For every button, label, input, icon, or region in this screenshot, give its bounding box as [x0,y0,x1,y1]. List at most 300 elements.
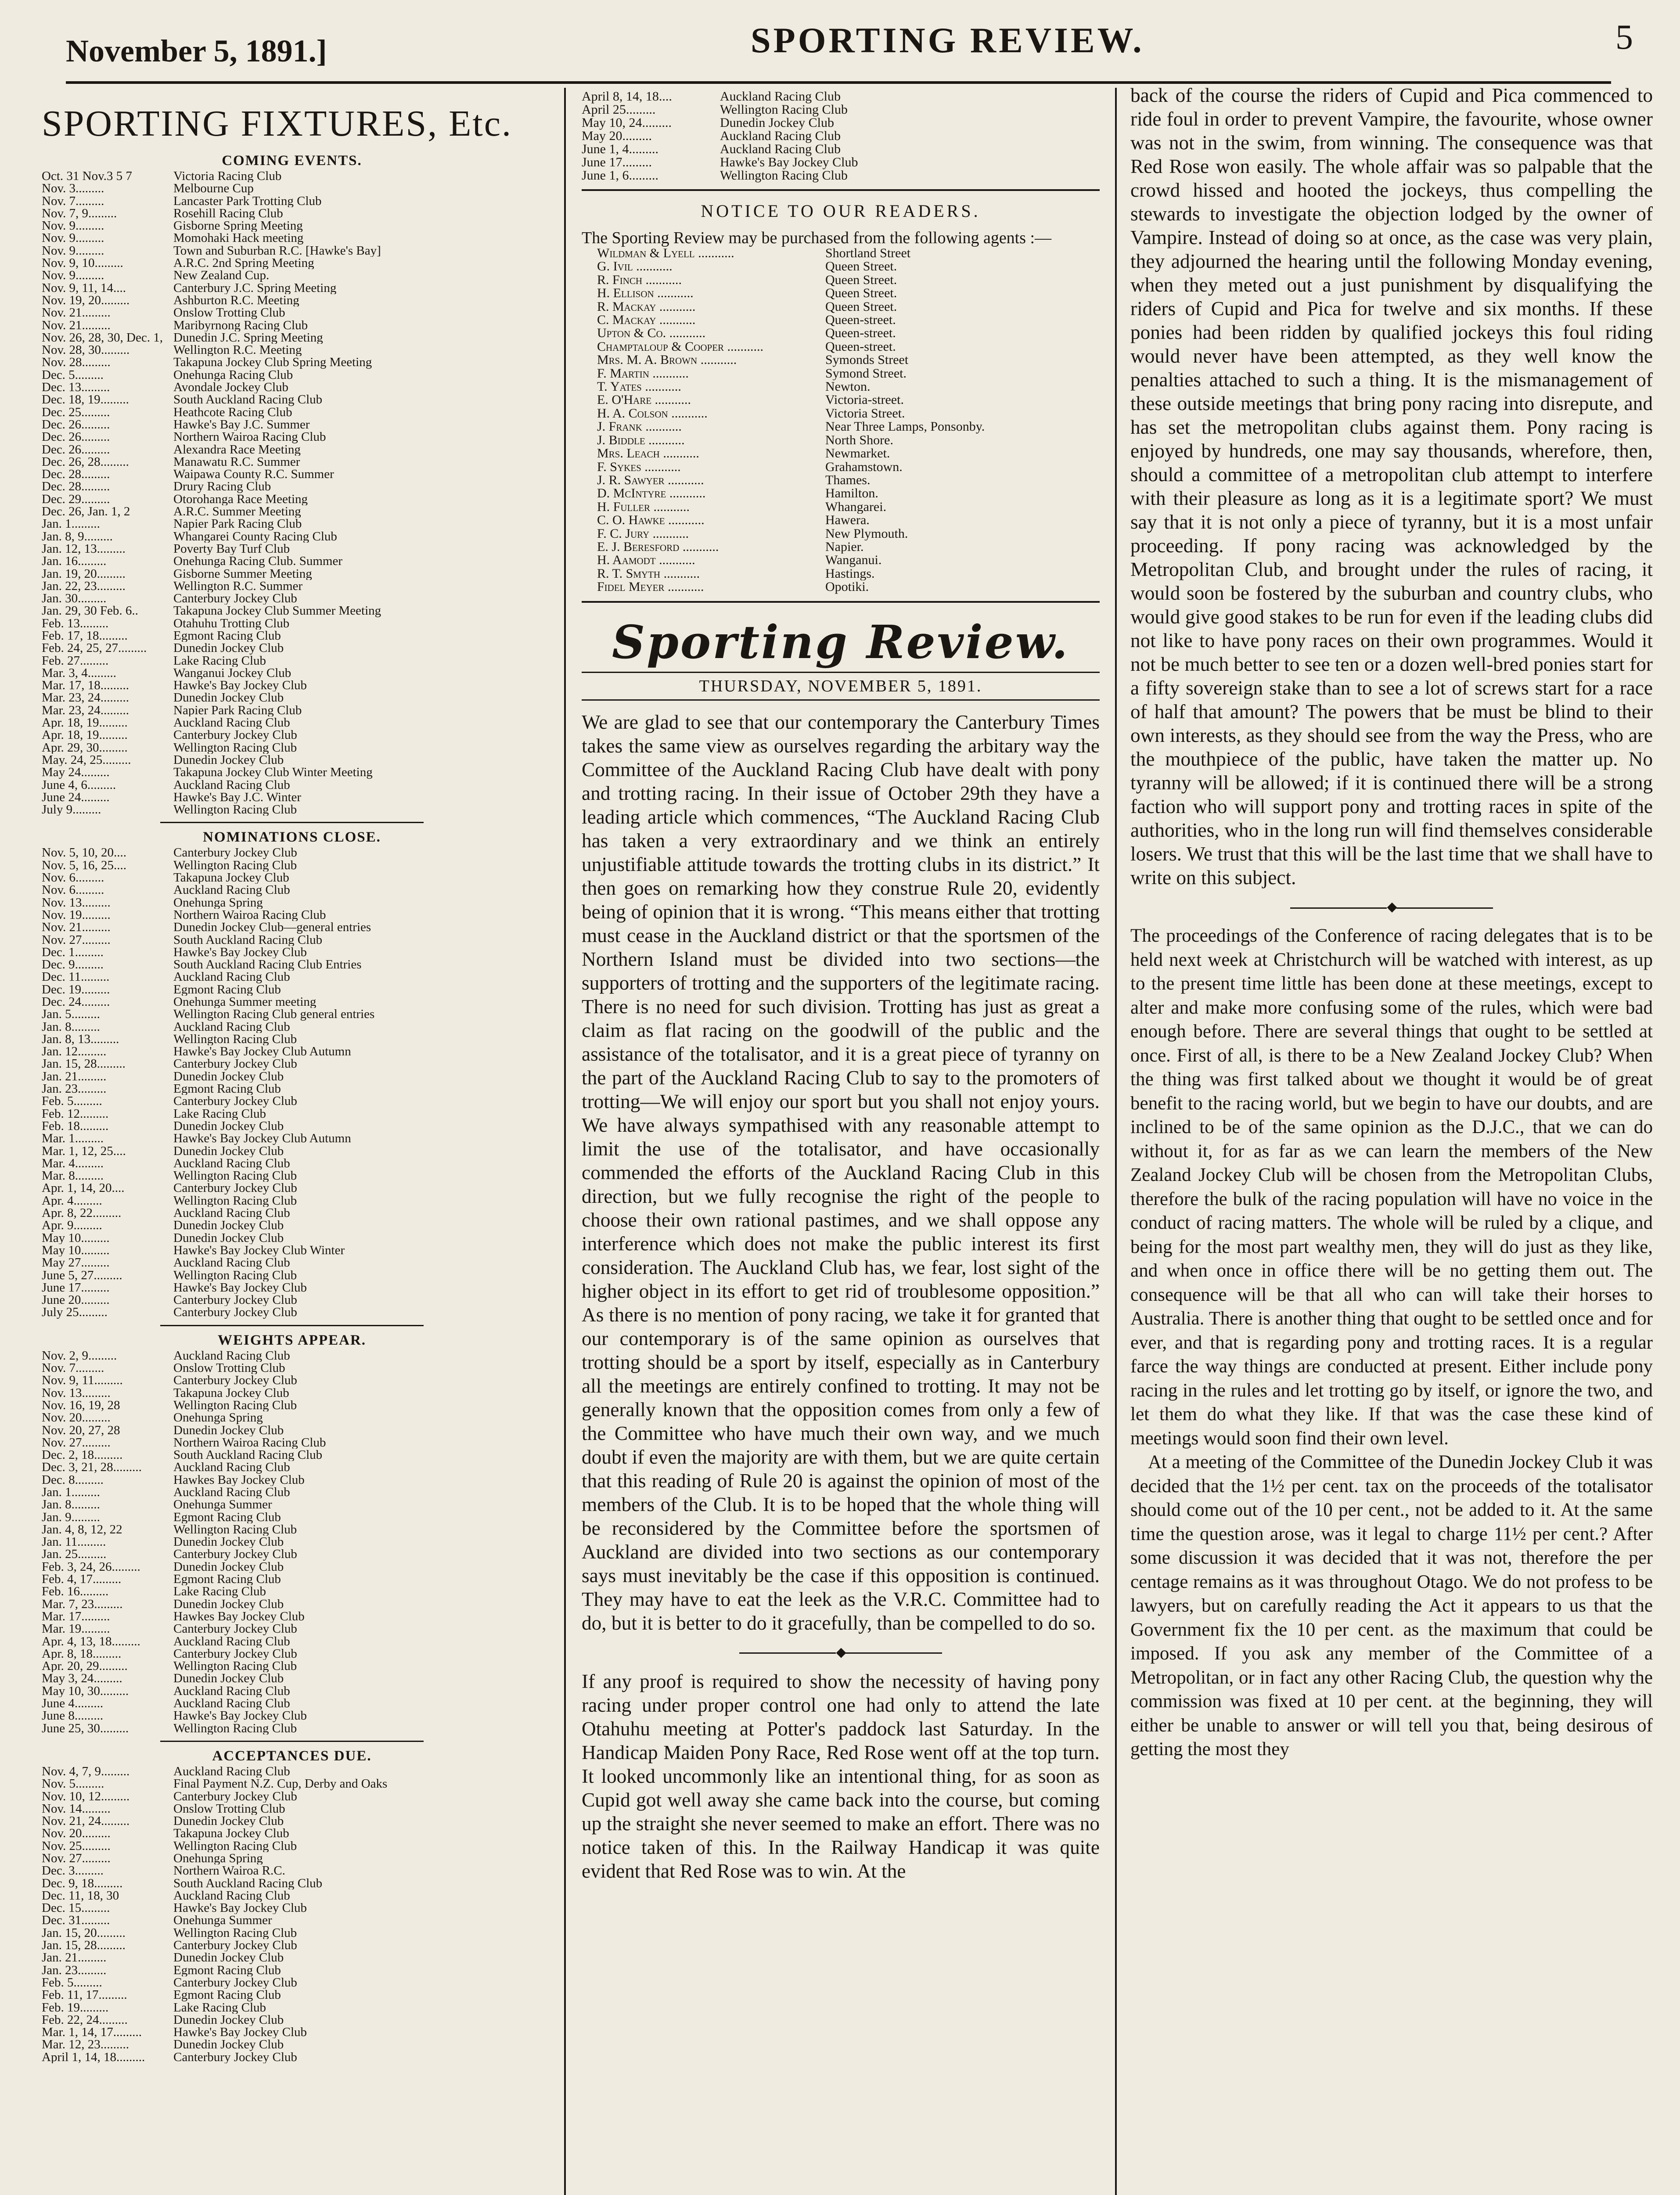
fixture-row [42,1840,542,1852]
fixture-date: Feb. 5......... [42,1095,102,1108]
fixture-date: June 5, 27......... [42,1269,122,1281]
fixture-row [42,667,542,679]
section-rule [160,1325,424,1326]
fixture-row [42,2051,542,2063]
fixture-date: Dec. 8......... [42,1473,104,1486]
fixture-club: Canterbury Jockey Club [173,2051,297,2064]
fixture-club: Canterbury Jockey Club [173,1647,297,1660]
agent-name: J. Frank ........... [597,420,682,434]
fixture-row [42,443,542,456]
fixture-club: Gisborne Spring Meeting [173,220,303,232]
fixture-date: Dec. 26......... [42,443,110,456]
fixture-date: Feb. 13......... [42,617,109,630]
fixture-row [42,1045,542,1058]
fixture-club: Hawkes Bay Jockey Club [173,1610,305,1623]
fixture-row [42,704,542,716]
agent-location: Shortland Street [825,247,911,260]
fixture-row [42,344,542,356]
fixture-club: Dunedin Jockey Club [173,1536,284,1548]
fixture-row [42,1399,542,1411]
fixture-date: Dec. 2, 18......... [42,1449,123,1461]
fixture-row [582,169,1100,182]
fixture-date: Nov. 9......... [42,269,104,282]
fixture-row [42,1219,542,1231]
fixture-club: Dunedin J.C. Spring Meeting [173,331,323,344]
fixture-row [582,116,1100,130]
fixture-row [42,934,542,946]
agent-name: D. McIntyre ........... [597,487,706,500]
fixture-row [42,859,542,871]
fixture-club: Wellington Racing Club [173,1269,297,1281]
fixture-date: Apr. 8, 22......... [42,1207,122,1220]
fixture-date: Dec. 26, Jan. 1, 2 [42,505,130,518]
acceptances-continued [582,90,1100,182]
agent-location: Hawera. [825,514,870,527]
fixture-row [42,568,542,580]
agent-name: Wildman & Lyell ........... [597,247,734,260]
fixture-row [42,679,542,691]
fixture-date: Jan. 16......... [42,555,107,568]
agents-list [582,247,1100,594]
fixture-club: Dunedin Jockey Club [173,2038,284,2051]
fixture-row [42,1232,542,1244]
fixture-row [42,431,542,443]
fixture-club: Hawke's Bay Jockey Club [173,679,307,692]
fixture-date: Feb. 11, 17......... [42,1989,127,2001]
fixture-date: Nov. 28......... [42,356,111,369]
fixture-row [42,1951,542,1964]
fixture-row [42,1635,542,1648]
fixture-row [42,1852,542,1864]
fixture-club: Hawke's Bay Jockey Club Autumn [173,1045,351,1058]
fixture-row [42,1765,542,1778]
fixture-row [42,1511,542,1523]
fixture-club: Napier Park Racing Club [173,518,302,530]
agent-name: F. Sykes ........... [597,460,681,474]
fixture-row [42,871,542,884]
agent-name: H. A. Colson ........... [597,407,708,421]
fixture-club: Avondale Jockey Club [173,381,289,394]
fixture-row [42,2038,542,2051]
fixture-date: Dec. 11......... [42,971,110,983]
fixture-date: Oct. 31 Nov.3 5 7 [42,170,132,183]
fixture-row [42,195,542,207]
fixture-row [42,1145,542,1157]
fixture-club: Takapuna Jockey Club Summer Meeting [173,605,381,617]
fixture-club: Hawke's Bay J.C. Summer [173,418,310,431]
agent-location: Victoria-street. [825,393,904,407]
fixture-date: June 1, 4......... [582,142,658,156]
agent-row [582,380,1100,393]
agent-row [582,580,1100,594]
fixture-row [42,2001,542,2014]
fixture-row [42,909,542,921]
fixture-club: Canterbury Jockey Club [173,1182,297,1195]
fixture-row [42,1244,542,1256]
fixture-club: Canterbury Jockey Club [173,729,297,741]
fixture-date: June 4......... [42,1697,104,1710]
fixture-club: Dunedin Jockey Club [173,1815,284,1828]
agent-location: Queen Street. [825,300,897,314]
fixture-club: Wellington Racing Club general entries [173,1008,375,1021]
fixture-row [42,896,542,909]
fixture-row [42,331,542,344]
fixture-row [42,1008,542,1020]
fixture-club: Lake Racing Club [173,654,266,667]
agent-name: E. J. Beresford ........... [597,540,719,554]
fixture-row [42,716,542,729]
fixture-date: May 10, 30......... [42,1684,129,1698]
fixture-date: May 24......... [42,766,110,779]
fixture-row [42,1374,542,1386]
fixture-club: Waipawa County R.C. Summer [173,468,334,481]
fixture-row [42,381,542,393]
fixture-club: Wanganui Jockey Club [173,666,291,680]
fixture-row [42,1623,542,1635]
agent-name: G. Ivil ........... [597,260,673,273]
fixture-row [42,1387,542,1399]
fixture-row [42,1939,542,1951]
fixture-date: Nov. 21......... [42,306,111,319]
fixture-club: Canterbury Jockey Club [173,592,297,605]
fixture-row [42,294,542,306]
fixture-date: Jan. 25......... [42,1548,107,1561]
fixture-club: Lancaster Park Trotting Club [173,194,322,207]
fixture-row [42,921,542,933]
fixture-date: May 10......... [42,1244,110,1257]
fixture-row [42,1697,542,1709]
fixture-date: Mar. 3, 4......... [42,666,116,680]
fixture-club: Onehunga Summer [173,1914,272,1927]
fixture-date: Nov. 28, 30......... [42,344,130,356]
fixture-club: Northern Wairoa Racing Club [173,1436,326,1449]
fixture-date: May 3, 24......... [42,1672,122,1685]
fixture-club: Wellington Racing Club [173,741,297,754]
fixture-row [42,1648,542,1660]
fixture-date: Dec. 3......... [42,1864,104,1877]
fixture-row [42,530,542,543]
fixture-row [42,1281,542,1294]
fixture-date: Nov. 14......... [42,1802,111,1815]
fixture-date: Nov. 20......... [42,1827,111,1840]
agent-location: Newton. [825,380,871,394]
fixture-row [42,983,542,996]
agent-location: Hamilton. [825,487,878,500]
fixture-club: Auckland Racing Club [720,129,841,143]
fixture-row [42,1964,542,1976]
fixture-club: Canterbury Jockey Club [173,1306,297,1319]
fixture-club: Dunedin Jockey Club [173,642,284,655]
fixture-club: A.R.C. 2nd Spring Meeting [173,257,314,270]
fixture-club: Dunedin Jockey Club—general entries [173,921,371,934]
fixture-club: Wellington Racing Club [173,1839,297,1852]
fixture-club: Hawke's Bay Jockey Club [173,1709,307,1722]
fixture-club: South Auckland Racing Club [173,933,323,946]
fixture-date: Nov. 27......... [42,1436,111,1449]
fixture-date: May 10......... [42,1231,110,1244]
fixture-club: Auckland Racing Club [720,90,841,104]
fixture-date: Dec. 5......... [42,368,104,381]
fixture-club: Auckland Racing Club [173,1256,290,1269]
fixture-date: June 4, 6......... [42,778,116,791]
fixture-date: Apr. 18, 19......... [42,716,128,729]
fixture-row [42,393,542,406]
fixture-row [42,1306,542,1318]
page-header [66,9,1633,75]
fixture-row [42,1927,542,1939]
agent-row [582,554,1100,567]
agent-name: J. Biddle ........... [597,433,685,447]
fixture-date: Mar. 17......... [42,1610,110,1623]
fixture-date: July 25......... [42,1306,108,1319]
fixture-date: April 8, 14, 18.... [582,90,672,104]
article-canterbury-times: We are glad to see that our contemporary the Canterbury Times takes the same view as ourselves regarding the arbitary way the Committee of the Auckland Racing Club have dealt with pony and trotting racing. In their issue of October 29th they have a leading article which commences, “The Auckland Racing Club has taken a very extraordinary and we think an entirely unjustifiable attitude towards the trotting clubs in its district.” It then goes on remarking how they construe Rule 20, evidently being of opinion that it is wrong. “This means either that trotting must cease in the Auckland district or that the sportsmen of the Northern Island must be divided into two sections—the supporters of trotting and the supporters of the legitimate racing. There is no need for such division. Trotting has just as great a claim as flat racing on the goodwill of the public and the assistance of the totalisator, and it is a great piece of tyranny on the part of the Auckland Racing Club to say to the promoters of trotting—We will enjoy our sport but you shall not enjoy yours. We have always sympathised with any reasonable attempt to limit the use of the totalisator, and have occasionally commended the efforts of the Auckland Racing Club in this direction, but we fully recognise the right of the people to choose their own rational pastimes, and we shall oppose any interference which does not make the public interest its first consideration. The Auckland Club has, we fear, lost sight of the higher object in its effort to get rid of troublesome opposition.” As there is no mention of pony racing, we take it for granted that our contemporary is of the same opinion as ourselves that trotting should be a sport by itself, especially as in Canterbury all the meetings are entirely confined to trotting. It may not be generally known that the opposition comes from only a few of the Committee who have much their own way, and we much doubt if even the majority are with them, but we are quite certain that this reading of Rule 20 is against the opinion of most of the members of the Club. It is to be hoped that the whole thing will be reconsidered by the Committee before the sportsmen of Auckland are divided into two sections as our contemporary says must inevitably be the case if this opposition is continued. They may have to eat the leek as the V.R.C. Committee had to do, but it is better to do it gracefully, than be compelled to do so. [582,711,1100,1634]
fixture-club: Maribyrnong Racing Club [173,319,308,331]
fixture-club: Auckland Racing Club [720,142,841,156]
fixture-row [42,884,542,896]
fixture-club: Takapuna Jockey Club [173,871,289,884]
fixture-date: Nov. 5, 16, 25.... [42,859,127,872]
fixture-row [42,1827,542,1839]
middle-column [582,90,1100,2195]
fixture-club: Auckland Racing Club [173,1635,290,1648]
fixture-date: Dec. 24......... [42,996,110,1008]
fixture-row [582,90,1100,103]
section-rule [582,189,1100,191]
fixture-club: Onehunga Summer [173,1498,272,1511]
fixture-date: Nov. 5, 10, 20.... [42,846,127,859]
fixture-row [42,207,542,220]
fixture-date: Apr. 4, 13, 18......... [42,1635,140,1648]
fixture-club: Dunedin Jockey Club [173,1231,284,1244]
notice-heading: NOTICE TO OUR READERS. [701,201,981,221]
fixture-club: New Zealand Cup. [173,269,270,282]
fixture-date: May. 24, 25......... [42,753,131,766]
fixture-row [42,729,542,741]
fixture-date: Dec. 28......... [42,480,110,493]
fixture-date: May 10, 24......... [582,115,672,130]
fixture-club: Wellington Racing Club [173,1926,297,1940]
agent-name: Upton & Co. ........... [597,327,706,340]
fixture-club: Dunedin Jockey Club [173,1598,284,1610]
fixture-club: Napier Park Racing Club [173,704,302,717]
fixture-date: Nov. 2, 9......... [42,1349,117,1362]
fixture-date: Mar. 1......... [42,1132,104,1145]
fixture-club: South Auckland Racing Club [173,1877,323,1889]
fixture-date: Apr. 20, 29......... [42,1660,128,1673]
fixture-club: Dunedin Jockey Club [173,1672,284,1685]
fixture-row [42,518,542,530]
fixture-club: Canterbury Jockey Club [173,1548,297,1561]
fixture-club: Egmont Racing Club [173,983,281,996]
fixture-club: Onslow Trotting Club [173,1362,285,1375]
fixture-row [42,1815,542,1827]
agent-name: H. Ellison ........... [597,287,694,300]
fixture-date: Jan. 9......... [42,1511,100,1523]
fixture-club: Canterbury Jockey Club [173,1374,297,1387]
fixture-club: Canterbury Jockey Club [173,1939,297,1952]
fixture-date: Feb. 4, 17......... [42,1573,122,1586]
fixture-club: Wellington Racing Club [173,859,297,872]
fixture-row [42,493,542,505]
fixture-row [42,1424,542,1436]
agent-row [582,567,1100,580]
fixture-section-title: COMING EVENTS. [222,153,362,169]
agent-row [582,540,1100,554]
fixture-club: Egmont Racing Club [173,1573,281,1586]
fixture-row [42,1672,542,1684]
fixture-club: Auckland Racing Club [173,778,290,791]
fixture-club: Canterbury Jockey Club [173,1976,297,1989]
fixture-row [42,543,542,555]
fixture-club: Otahuhu Trotting Club [173,617,290,630]
fixture-date: Dec. 1......... [42,946,104,959]
fixture-date: Dec. 3, 21, 28......... [42,1461,142,1474]
section-rule [160,1741,424,1742]
fixture-date: Nov. 9......... [42,244,104,257]
fixture-club: Onehunga Spring [173,896,263,909]
fixture-date: Nov. 9......... [42,232,104,245]
fixture-club: Hawke's Bay Jockey Club [173,1902,307,1914]
agent-location: Napier. [825,540,864,554]
fixture-date: Feb. 16......... [42,1585,109,1598]
fixture-club: Rosehill Racing Club [173,207,283,220]
fixture-date: Feb. 18......... [42,1119,109,1133]
fixture-row [42,1120,542,1132]
fixture-club: Hawke's Bay Jockey Club Autumn [173,1132,351,1145]
fixture-club: Dunedin Jockey Club [173,1119,284,1133]
agent-location: New Plymouth. [825,527,908,540]
agent-row [582,393,1100,407]
fixture-club: Canterbury J.C. Spring Meeting [173,281,337,294]
fixture-date: July 9......... [42,803,101,816]
fixture-row [42,791,542,803]
fixture-date: Jan. 8......... [42,1020,100,1033]
fixture-date: Mar. 23, 24......... [42,691,129,704]
fixture-row [42,257,542,269]
fixture-club: Auckland Racing Club [173,1349,290,1362]
fixture-club: Northern Wairoa Racing Club [173,431,326,443]
fixture-row [42,1790,542,1803]
fixture-row [42,1132,542,1144]
fixture-date: Jan. 15, 28......... [42,1058,126,1070]
fixture-club: Hawke's Bay Jockey Club [173,2026,307,2039]
fixture-date: Mar. 17, 18......... [42,679,129,692]
fixture-row [42,1362,542,1374]
fixture-date: April 1, 14, 18......... [42,2051,145,2064]
fixture-row [42,592,542,605]
fixture-club: Canterbury Jockey Club [173,1790,297,1803]
fixture-club: Wellington Racing Club [173,1033,297,1046]
agent-location: Near Three Lamps, Ponsonby. [825,420,985,434]
fixture-date: Jan. 19, 20......... [42,567,126,580]
agent-name: F. Martin ........... [597,367,689,381]
fixture-date: Nov. 20......... [42,1411,111,1424]
fixture-club: Takapuna Jockey Club Spring Meeting [173,356,372,369]
agent-row [582,447,1100,460]
fixture-row [42,1157,542,1169]
fixture-row [42,1195,542,1207]
fixture-row [42,1914,542,1926]
fixture-club: Auckland Racing Club [173,1697,290,1710]
notice-intro: The Sporting Review may be purchased from the following agents :— [582,229,1052,247]
article-dunedin-jockey-club: At a meeting of the Committee of the Dunedin Jockey Club it was decided that the 1½ per cent. tax on the proceeds of the totalisator should come out of the 10 per cent., not be added to it. At the same time the question arose, was it legal to charge 11½ per cent.? After some discussion it was decided that it was not, therefore the per centage remains as it was throughout Otago. We do not profess to be lawyers, but on carefully reading the Act it appears to us that the Government fix the 10 per cent. as the maximum that could be imposed. If you ask any member of the Committee of a Metropolitan, or in fact any other Racing Club, the question why the commission was fixed at 10 per cent. at the beginning, they will either be unable to answer or will tell you that, being desirous of getting the most they [1130,1452,1653,1760]
fixture-row [42,1722,542,1734]
fixture-date: Dec. 26, 28......... [42,455,129,468]
fixture-date: Nov. 10, 12......... [42,1790,130,1803]
agent-row [582,420,1100,433]
fixture-row [42,1436,542,1449]
agent-location: Queen-street. [825,327,896,340]
fixture-row [42,1070,542,1083]
fixture-row [42,741,542,754]
section-rule [160,822,424,823]
fixture-date: Feb. 22, 24......... [42,2013,128,2026]
fixture-sections [42,153,542,2063]
fixture-row [582,156,1100,169]
fixture-club: Canterbury Jockey Club [173,1623,297,1635]
agent-location: Hastings. [825,567,875,581]
issue-date: November 5, 1891.] [66,33,327,68]
agent-row [582,273,1100,287]
fixture-row [42,1294,542,1306]
agent-name: Champtaloup & Cooper ........... [597,340,764,354]
fixture-club: Melbourne Cup [173,182,254,195]
fixture-row [42,220,542,232]
fixture-date: Dec. 28......... [42,468,110,481]
fixture-club: Momohaki Hack meeting [173,232,304,245]
fixture-date: Jan. 1......... [42,1486,100,1499]
fixture-row [42,1709,542,1722]
fixture-date: Feb. 19......... [42,2001,109,2014]
fixture-row [42,406,542,418]
fixture-date: Apr. 4......... [42,1194,102,1207]
fixture-row [42,1864,542,1877]
fixture-date: Dec. 13......... [42,381,110,394]
fixture-row [582,143,1100,156]
fixture-row [42,1573,542,1585]
fixture-date: Dec. 25......... [42,406,110,418]
fixture-club: South Auckland Racing Club Entries [173,958,362,971]
fixture-row [42,468,542,480]
fixture-row [42,1461,542,1473]
article-pony-racing: If any proof is required to show the necessity of having pony racing under proper control one had only to attend the late Otahuhu meeting at Potter's paddock last Saturday. In the Handicap Maiden Pony Race, Red Rose went off at the top turn. It looked uncommonly like an intentional thing, for as soon as Cupid got well away she came back into the course, but coming up the straight she never seemed to make an effort. There was no notice taken of this. In the Railway Handicap it was quite evident that Red Rose was to win. At the [582,1670,1100,1882]
article-conference: The proceedings of the Conference of racing delegates that is to be held next week at Christchurch will be watched with interest, as up to the present time little has been done at these meetings, except to alter and make more confusing some of the rules, which were bad enough before. There are several things that ought to be settled at once. First of all, is there to be a New Zealand Jockey Club? When the thing was first talked about we thought it would be of great benefit to the racing world, but we begin to have our doubts, and are inclined to be of the same opinion as the D.J.C., that we can do without it, for as far as we can learn the members of the New Zealand Jockey Club will be chosen from the Metropolitan Clubs, therefore the bulk of the racing population will have no voice in the conduct of racing matters. The whole will be ruled by a clique, and being for the most part wealthy men, they will do just as they like, and when once in office there will be no getting them out. The consequence will be that all who can will take their horses to Australia. There is another thing that ought to be settled once and for ever, and that is regarding pony and trotting races. It is a regular farce the way things are conducted at present. Either include pony racing in the rules and let trotting go by itself, or ignore the two, and let them do what they like. If that was the case these kind of meetings would soon find their own level. [1130,925,1653,1449]
agent-row [582,461,1100,474]
fixture-club: Northern Wairoa R.C. [173,1864,285,1877]
fixture-date: Feb. 3, 24, 26......... [42,1560,140,1573]
fixture-date: Jan. 15, 28......... [42,1939,126,1952]
ornament-divider: ◆ [582,1644,1100,1660]
fixture-row [42,1349,542,1362]
fixture-date: June 24......... [42,791,110,804]
fixture-date: Apr. 9......... [42,1219,102,1232]
fixture-date: Dec. 9, 18......... [42,1877,123,1889]
fixture-club: Onehunga Summer meeting [173,996,317,1008]
fixture-row [42,1548,542,1560]
agent-name: R. Mackay ........... [597,300,696,314]
fixture-row [42,1182,542,1194]
fixture-row [42,1058,542,1070]
fixture-club: Manawatu R.C. Summer [173,455,300,468]
fixture-date: Nov. 7......... [42,1362,104,1375]
fixture-date: Dec. 18, 19......... [42,393,129,406]
agent-name: R. Finch ........... [597,273,682,287]
fixture-club: Wellington Racing Club [720,168,848,183]
fixture-club: Onslow Trotting Club [173,1802,285,1815]
fixture-club: Lake Racing Club [173,1107,266,1120]
fixture-row [42,1902,542,1914]
